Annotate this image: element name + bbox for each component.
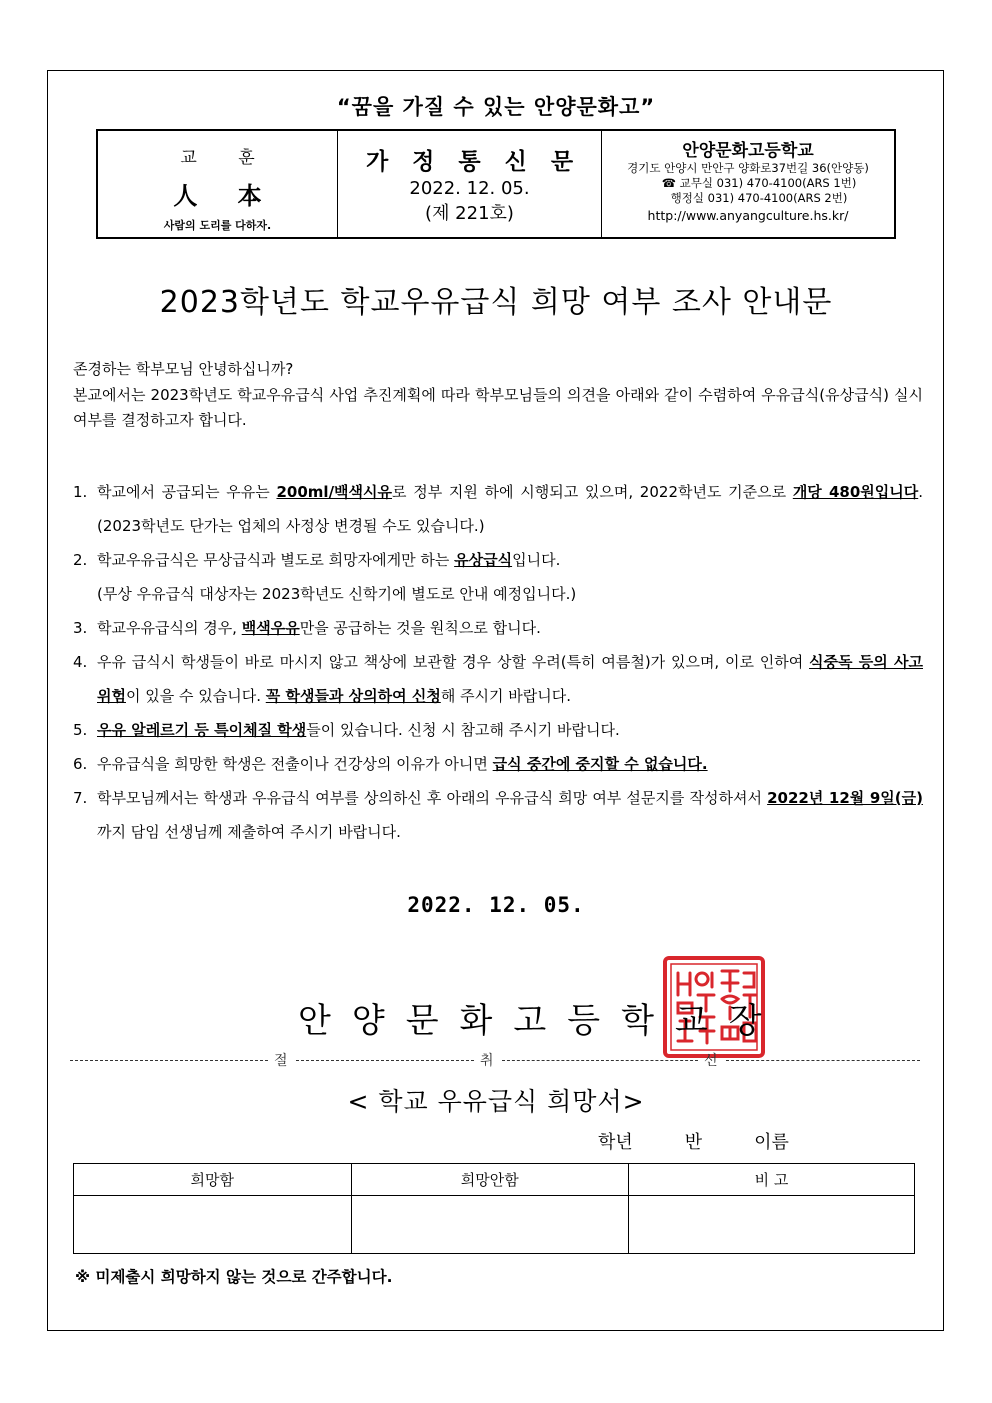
item-number: 6. [73, 755, 88, 773]
intro-body: 본교에서는 2023학년도 학교우유급식 사업 추진계획에 따라 학부모님들의 의견을 아래와 같이 수렴하여 우유급식(유상급식) 실시 여부를 결정하고자 합니다. [73, 385, 923, 429]
list-item [73, 747, 923, 781]
list-item [73, 543, 923, 611]
greeting: 존경하는 학부모님 안녕하십니까? [73, 360, 294, 378]
list-item [73, 475, 923, 543]
motto-label: 교 훈 [180, 148, 273, 168]
cut-label: 선 [704, 1053, 718, 1069]
school-slogan: “꿈을 가질 수 있는 안양문화고” [336, 95, 656, 119]
item-number: 4. [73, 653, 88, 671]
student-info-row [598, 1128, 789, 1154]
footer-note: ※ 미제출시 희망하지 않는 것으로 간주합니다. [75, 1268, 393, 1286]
cut-dash [502, 1060, 698, 1061]
item-text: 학부모님께서는 학생과 우유급식 여부를 상의하신 후 아래의 우유급식 희망 여부 설문지를 작성하셔서 2022년 12월 9일(금) 까지 담임 선생님께 제출하여 주시기 바랍니다. [97, 789, 923, 841]
item-text: 학교에서 공급되는 우유는 200ml/백색시유로 정부 지원 하에 시행되고 있으며, 2022학년도 기준으로 개당 480원입니다.(2023학년도 단가는 업체의 사정상 변경될 수도 있습니다.) [97, 483, 923, 535]
grade-label: 학년 [598, 1132, 633, 1153]
list-item [73, 645, 923, 713]
class-label: 반 [684, 1132, 703, 1153]
cut-label: 절 [274, 1053, 288, 1069]
item-number: 3. [73, 619, 88, 637]
motto-main: 人 本 [173, 181, 278, 210]
document-title: 2023학년도 학교우유급식 희망 여부 조사 안내문 [159, 285, 833, 320]
newsletter-title: 가 정 통 신 문 [365, 149, 582, 175]
school-contact-cell [602, 131, 894, 237]
list-item [73, 611, 923, 645]
intro-section [73, 357, 923, 434]
cut-line [70, 1050, 920, 1072]
name-label: 이름 [754, 1132, 789, 1153]
notice-items [73, 475, 923, 849]
cut-dash [726, 1060, 920, 1061]
item-text: 학교우유급식의 경우, 백색우유만을 공급하는 것을 원칙으로 합니다. [97, 619, 541, 637]
milk-survey-table [73, 1163, 915, 1254]
item-number: 5. [73, 721, 88, 739]
col-wish-yes: 희망함 [74, 1164, 352, 1196]
school-address: 경기도 안양시 만안구 양화로37번길 36(안양동) [627, 161, 869, 175]
col-remarks: 비 고 [629, 1164, 915, 1196]
list-item [73, 713, 923, 747]
item-text: 학교우유급식은 무상급식과 별도로 희망자에게만 하는 유상급식입니다. (무상 우유급식 대상자는 2023학년도 신학기에 별도로 안내 예정입니다.) [97, 543, 923, 611]
list-item [73, 781, 923, 849]
form-title: < 학교 우유급식 희망서> [347, 1087, 645, 1116]
phone-admin: 행정실 031) 470-4100(ARS 2번) [670, 191, 848, 205]
newsletter-info-cell [338, 131, 602, 237]
motto-description: 사람의 도리를 다하자. [163, 219, 272, 232]
item-number: 2. [73, 551, 88, 569]
wish-no-cell[interactable] [351, 1196, 629, 1254]
school-motto-cell [98, 131, 338, 237]
item-text: 우유 알레르기 등 특이체질 학생들이 있습니다. 신청 시 참고해 주시기 바랍니다. [97, 721, 620, 739]
newsletter-issue: (제 221호) [425, 203, 514, 224]
item-number: 1. [73, 483, 88, 501]
phone-teachers: ☎ 교무실 031) 470-4100(ARS 1번) [661, 176, 857, 190]
cut-label: 취 [480, 1053, 494, 1069]
item-subnote: (무상 우유급식 대상자는 2023학년도 신학기에 별도로 안내 예정입니다.) [97, 585, 577, 603]
item-text: 우유 급식시 학생들이 바로 마시지 않고 책상에 보관할 경우 상할 우려(특히 여름철)가 있으며, 이로 인하여 식중독 등의 사고 위험이 있을 수 있습니다. 꼭 학생들과 상의하여 신청해 주시기 바랍니다. [97, 653, 923, 705]
cut-dash [296, 1060, 474, 1061]
item-text: 우유급식을 희망한 학생은 전출이나 건강상의 이유가 아니면 급식 중간에 중지할 수 없습니다. [97, 755, 708, 773]
newsletter-date: 2022. 12. 05. [409, 178, 530, 199]
remarks-cell[interactable] [629, 1196, 915, 1254]
item-number: 7. [73, 789, 88, 807]
principal-signature: 안양문화고등학교장 [298, 1001, 783, 1041]
school-name: 안양문화고등학교 [682, 141, 814, 161]
col-wish-no: 희망안함 [351, 1164, 629, 1196]
school-website[interactable]: http://www.anyangculture.hs.kr/ [647, 208, 849, 223]
cut-dash [70, 1060, 268, 1061]
wish-yes-cell[interactable] [74, 1196, 352, 1254]
newsletter-header [96, 129, 896, 239]
notice-date: 2022. 12. 05. [407, 893, 585, 917]
